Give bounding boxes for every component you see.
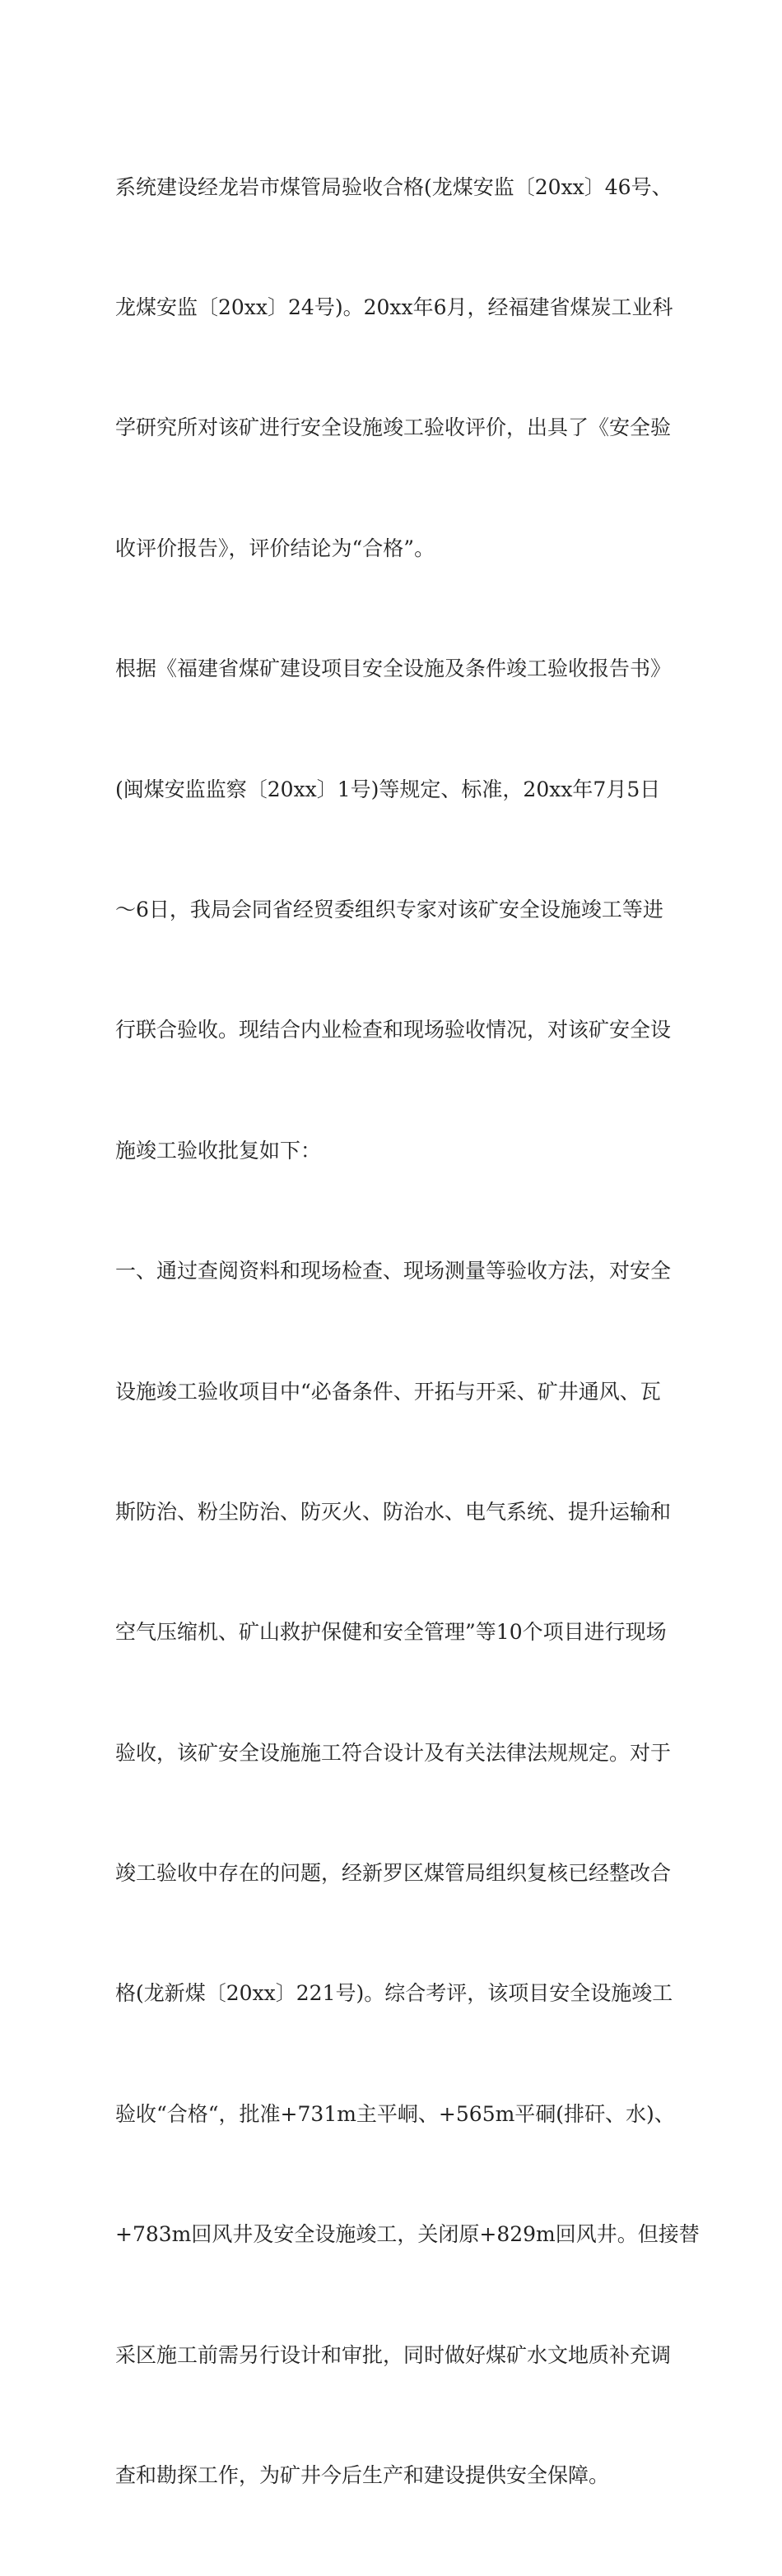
text-line: 行联合验收。现结合内业检查和现场验收情况，对该矿安全设 [115,1018,672,1042]
text-line: 根据《福建省煤矿建设项目安全设施及条件竣工验收报告书》 [115,657,672,681]
text-line: ～6日，我局会同省经贸委组织专家对该矿安全设施竣工等进 [115,897,663,921]
text-line: 施竣工验收批复如下： [115,1138,322,1163]
text-line: 系统建设经龙岩市煤管局验收合格(龙煤安监〔20xx〕46号、 [115,174,673,199]
text-line: 龙煤安监〔20xx〕24号)。20xx年6月，经福建省煤炭工业科 [115,295,673,319]
text-line: 一、通过查阅资料和现场检查、现场测量等验收方法，对安全 [115,1259,672,1283]
text-line: 空气压缩机、矿山救护保健和安全管理”等10个项目进行现场 [115,1620,667,1645]
text-line: 竣工验收中存在的问题，经新罗区煤管局组织复核已经整改合 [115,1861,672,1886]
text-line: 斯防治、粉尘防治、防灭火、防治水、电气系统、提升运输和 [115,1499,672,1524]
text-line: 学研究所对该矿进行安全设施竣工验收评价，出具了《安全验 [115,415,672,440]
text-line: 采区施工前需另行设计和审批，同时做好煤矿水文地质补充调 [115,2342,672,2367]
text-line: 查和勘探工作，为矿井今后生产和建设提供安全保障。 [115,2463,610,2488]
text-line: (闽煤安监监察〔20xx〕1号)等规定、标准，20xx年7月5日 [115,777,661,801]
text-line: 设施竣工验收项目中“必备条件、开拓与开采、矿井通风、瓦 [115,1379,661,1404]
text-line: 验收，该矿安全设施施工符合设计及有关法律法规规定。对于 [115,1740,672,1765]
text-line: 验收“合格“，批准+731m主平峒、+565m平硐(排矸、水)、 [115,2101,675,2126]
text-line: 格(龙新煤〔20xx〕221号)。综合考评，该项目安全设施竣工 [115,1981,673,2006]
text-line: 收评价报告》，评价结论为“合格”。 [115,536,435,560]
text-line: +783m回风井及安全设施竣工，关闭原+829m回风井。但接替 [115,2222,700,2247]
document-body [115,87,700,2576]
